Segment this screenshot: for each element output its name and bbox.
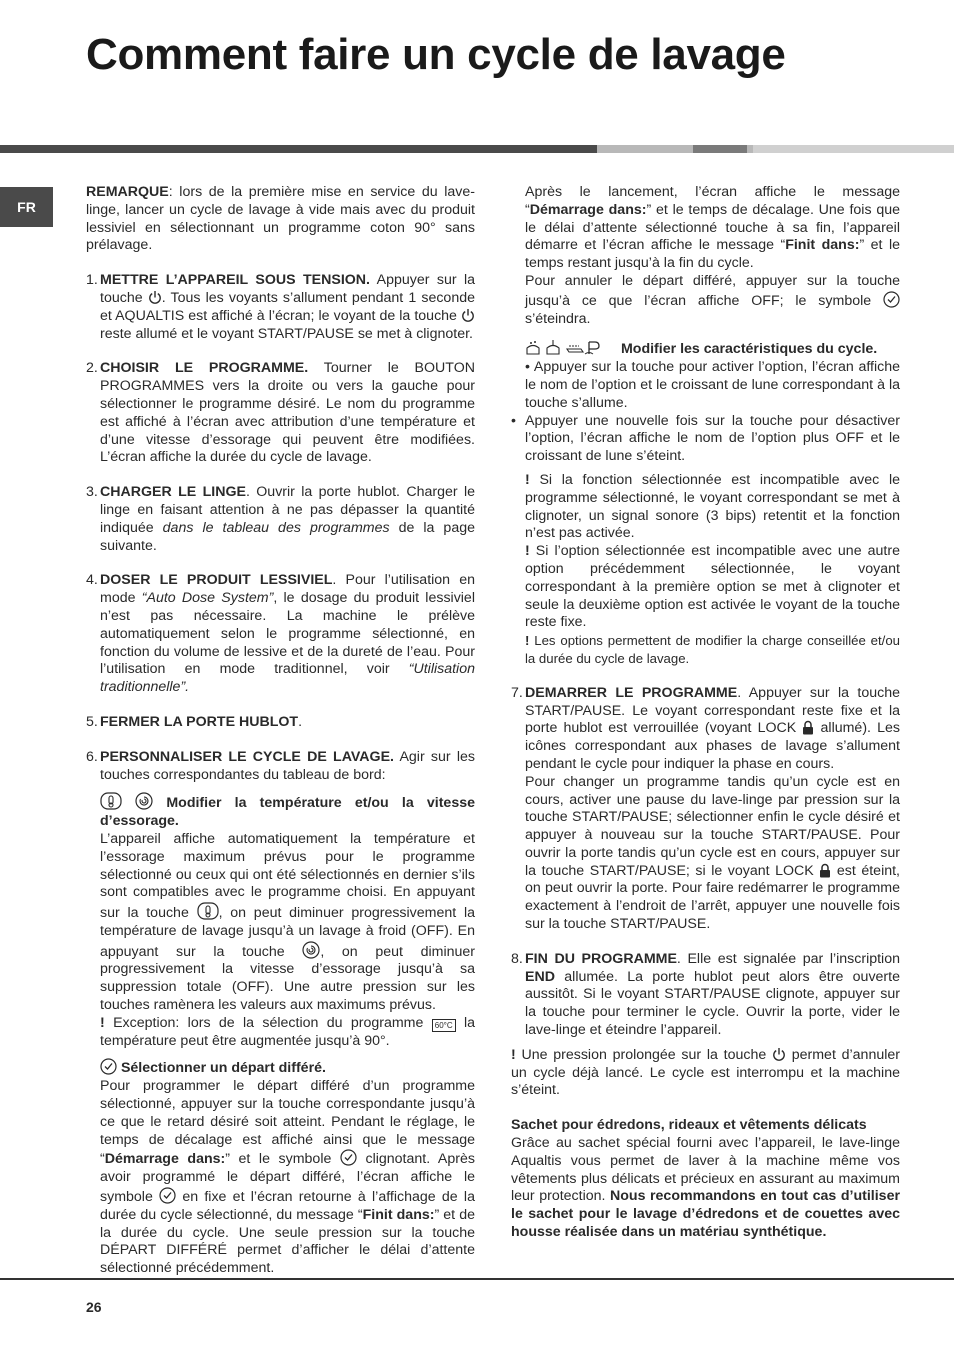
cotton-60-program-icon: 60°C [432, 1019, 456, 1032]
lock-icon [802, 720, 814, 735]
cancel-warning: ! Une pression prolongée sur la touche permet d’annuler un cycle déjà lancé. Le cycle est interrompu et la machine s’éteint. [511, 1046, 900, 1099]
power-icon [148, 290, 162, 305]
sachet-section: Sachet pour édredons, rideaux et vêtements délicats Grâce au sachet spécial fourni avec l’appareil, le lave-linge Aqualtis vous permet de laver à la machine même vos vêtements plus délicats et précieux en assurant au maximum leur protection. Nous recommandons en tout cas d’utiliser le sachet pour le lavage d’édredons et de couettes avec housse réalisée dans un matériau synthétique. [511, 1117, 900, 1241]
power-icon [461, 308, 475, 323]
step-1: 1. METTRE L’APPAREIL SOUS TENSION. Appuyer sur la touche . Tous les voyants s’allument pendant 1 seconde et AQUALTIS est affiché à l’écran; le voyant de la touche reste allumé et le voyant START/PAUSE se met à clignoter. [86, 272, 475, 342]
lock-icon [819, 863, 831, 878]
delay-timer-icon [159, 1187, 176, 1204]
left-column [86, 184, 475, 1278]
temperature-icon [100, 792, 122, 810]
delay-start-section: Sélectionner un départ différé. Pour programmer le départ différé d’un programme sélectionné, appuyer sur la touche correspondante jusqu’à ce que le retard désiré soit atteint. Pendant le réglage, le temps de décalage est affiché ainsi que le message “Démarrage dans:” et le symbole clignotant. Après avoir programmé le départ différé, l’écran affiche le symbole en fixe et l’écran retourne à l’affichage de la durée du cycle sélectionné, du message “Finit dans:” et de la durée du cycle. Une seule pression sur la touche DÉPART DIFFÉRÉ permet d’afficher le délai d’attente sélectionné précédemment. [100, 1060, 475, 1277]
header-bar-pale [753, 145, 954, 153]
power-icon [772, 1047, 786, 1062]
step-2: 2. CHOISIR LE PROGRAMME. Tourner le BOUTON PROGRAMMES vers la droite ou vers la gauche pour sélectionner le programme désiré. Le nom du programme est affiché à l’écran avec attribution d’une température et d’une vitesse d’essorage qui peuvent être modifiées. L’écran affiche la durée du cycle de lavage. [86, 360, 475, 466]
right-column [511, 184, 900, 1242]
delay-timer-icon [883, 291, 900, 308]
delay-continued: Après le lancement, l’écran affiche le message “Démarrage dans:” et le temps de décalage. Une fois que le délai d’attente sélectionné touche à sa fin, l’appareil démarre et l’écran affiche le message “Finit dans:” et le temps restant jusqu’à la fin du cycle. Pour annuler le départ différé, appuyer sur la touche jusqu’à ce que l’écran affiche OFF; le symbole s’éteindra. Modifier les caractéristiques du cycle. • Appuyer sur la touche pour activer l’option, l’écran affiche le nom de l’option et le croissant de lune correspondant à la touche s’allume. [525, 184, 901, 411]
options-bullet-2: • Appuyer une nouvelle fois sur la touche pour désactiver l’option, l’écran affiche le nom de l’option plus OFF et le croissant de lune s’éteint. [511, 412, 900, 465]
spin-icon [135, 792, 153, 810]
footer-rule [0, 1278, 954, 1280]
options-icons [525, 339, 617, 356]
header-bar-dark [0, 145, 597, 153]
language-tab: FR [0, 187, 53, 227]
step-7: 7. DEMARRER LE PROGRAMME. Appuyer sur la touche START/PAUSE. Le voyant correspondant reste fixe et la porte hublot est verrouillée (voyant LOCK allumé). Les icônes correspondant aux phases de lavage s’allument pendant le cycle pour indiquer la phase en cours. Pour changer un programme tandis qu’un cycle est en cours, activer une pause du lave-linge par pression sur la touche START/PAUSE; sélectionner enfin le cycle désiré et appuyer à nouveau sur la touche START/PAUSE. Pour ouvrir la porte tandis qu’un cycle est en cours, appuyer sur la touche START/PAUSE; si le voyant LOCK est éteint, on peut ouvrir la porte. Pour faire redémarrer le programme exactement à l’endroit de l’arrêt, appuyer une nouvelle fois sur la touche START/PAUSE. [511, 684, 901, 933]
delay-timer-icon [100, 1058, 117, 1075]
step-4: 4. DOSER LE PRODUIT LESSIVIEL. Pour l’utilisation en mode “Auto Dose System”, le dosage du produit lessiviel n’est pas nécessaire. La machine le prélève automatiquement selon le programme sélectionné, en fonction du volume de lessive et de la dureté de l’eau. Pour l’utilisation en mode traditionnel, voir “Utilisation traditionnelle”. [86, 572, 475, 696]
header-bar-mid [693, 145, 747, 153]
delay-timer-icon [340, 1149, 357, 1166]
remarque-note: REMARQUE: lors de la première mise en service du lave-linge, lancer un cycle de lavage à vide mais avec du produit lessiviel en sélectionnant un programme coton 90° sans prélavage. [86, 184, 475, 254]
options-section: Modifier les caractéristiques du cycle. • Appuyer sur la touche pour activer l’option, l’écran affiche le nom de l’option et le croissant de lune correspondant à la touche s’allume. [525, 341, 900, 411]
spin-icon [302, 941, 320, 959]
step-6: 6. PERSONNALISER LE CYCLE DE LAVAGE. Agir sur les touches correspondantes du tableau de bord: Modifier la température et/ou la vitesse d’essorage. L’appareil affiche automatiquement la température et l’essorage maximum prévus pour le programme sélectionné ou ceux qui ont été sélectionnés en dernier s’ils sont compatibles avec le programme choisi. En appuyant sur la touche , on peut diminuer progressivement la température de lavage jusqu’à un lavage à froid (OFF). En appuyant sur la touche , on peut diminuer progressivement la vitesse d’essorage jusqu’à sa suppression totale (OFF). Une autre pression sur les touches ramènera les valeurs aux maximums prévus. ! Exception: lors de la sélection du programme 60°C la température peut être augmentée jusqu’à 90°. Sélectionner un départ différé. Pour programmer le départ différé d’un programme sélectionné, appuyer sur la touche correspondante jusqu’à ce que le retard désiré soit atteint. Pendant le réglage, le temps de décalage est affiché ainsi que le message “Démarrage dans:” et le symbole clignotant. Après avoir programmé le départ différé, l’écran affiche le symbole en fixe et l’écran retourne à l’affichage de la durée du cycle sélectionné, du message “Finit dans:” et de la durée du cycle. Une seule pression sur la touche DÉPART DIFFÉRÉ permet d’afficher le délai d’attente sélectionné précédemment. [86, 748, 476, 1277]
temperature-icon [197, 902, 219, 920]
step-8: 8. FIN DU PROGRAMME. Elle est signalée par l’inscription END allumée. La porte hublot peut alors être ouverte aussitôt. Si le voyant START/PAUSE clignote, appuyer sur la touche pour terminer le cycle. Ouvrir la porte, vider le lave-linge et éteindre l’appareil. [511, 950, 900, 1039]
step-3: 3. CHARGER LE LINGE. Ouvrir la porte hublot. Charger le linge en faisant attention à ne pas dépasser la quantité indiquée dans le tableau des programmes de la page suivante. [86, 484, 475, 554]
options-warnings: ! Si la fonction sélectionnée est incompatible avec le programme sélectionné, le voyant correspondant se met à clignoter, un signal sonore (3 bips) retentit et la fonction n’est pas activée. ! Si l’option sélectionnée est incompatible avec une autre option précédemment sélectionnée, le voyant correspondant à la première option se met à clignoter et seule la deuxième option est activée le voyant de la touche reste fixe. ! Les options permettent de modifier la charge conseillée et/ou la durée du cycle de lavage. [525, 471, 900, 666]
page-title: Comment faire un cycle de lavage [86, 30, 786, 79]
page-number: 26 [86, 1299, 102, 1315]
step-5: 5. FERMER LA PORTE HUBLOT. [86, 713, 303, 730]
header-bar-light [597, 145, 693, 153]
temperature-spin-section: Modifier la température et/ou la vitesse d’essorage. L’appareil affiche automatiquement la température et l’essorage maximum prévus pour le programme sélectionné ou ceux qui ont été sélectionnés en dernier s’ils sont compatibles avec le programme choisi. En appuyant sur la touche , on peut diminuer progressivement la température de lavage jusqu’à un lavage à froid (OFF). En appuyant sur la touche , on peut diminuer progressivement la vitesse d’essorage jusqu’à sa suppression totale (OFF). Une autre pression sur les touches ramènera les valeurs aux maximums prévus. ! Exception: lors de la sélection du programme 60°C la température peut être augmentée jusqu’à 90°. [100, 792, 475, 1050]
